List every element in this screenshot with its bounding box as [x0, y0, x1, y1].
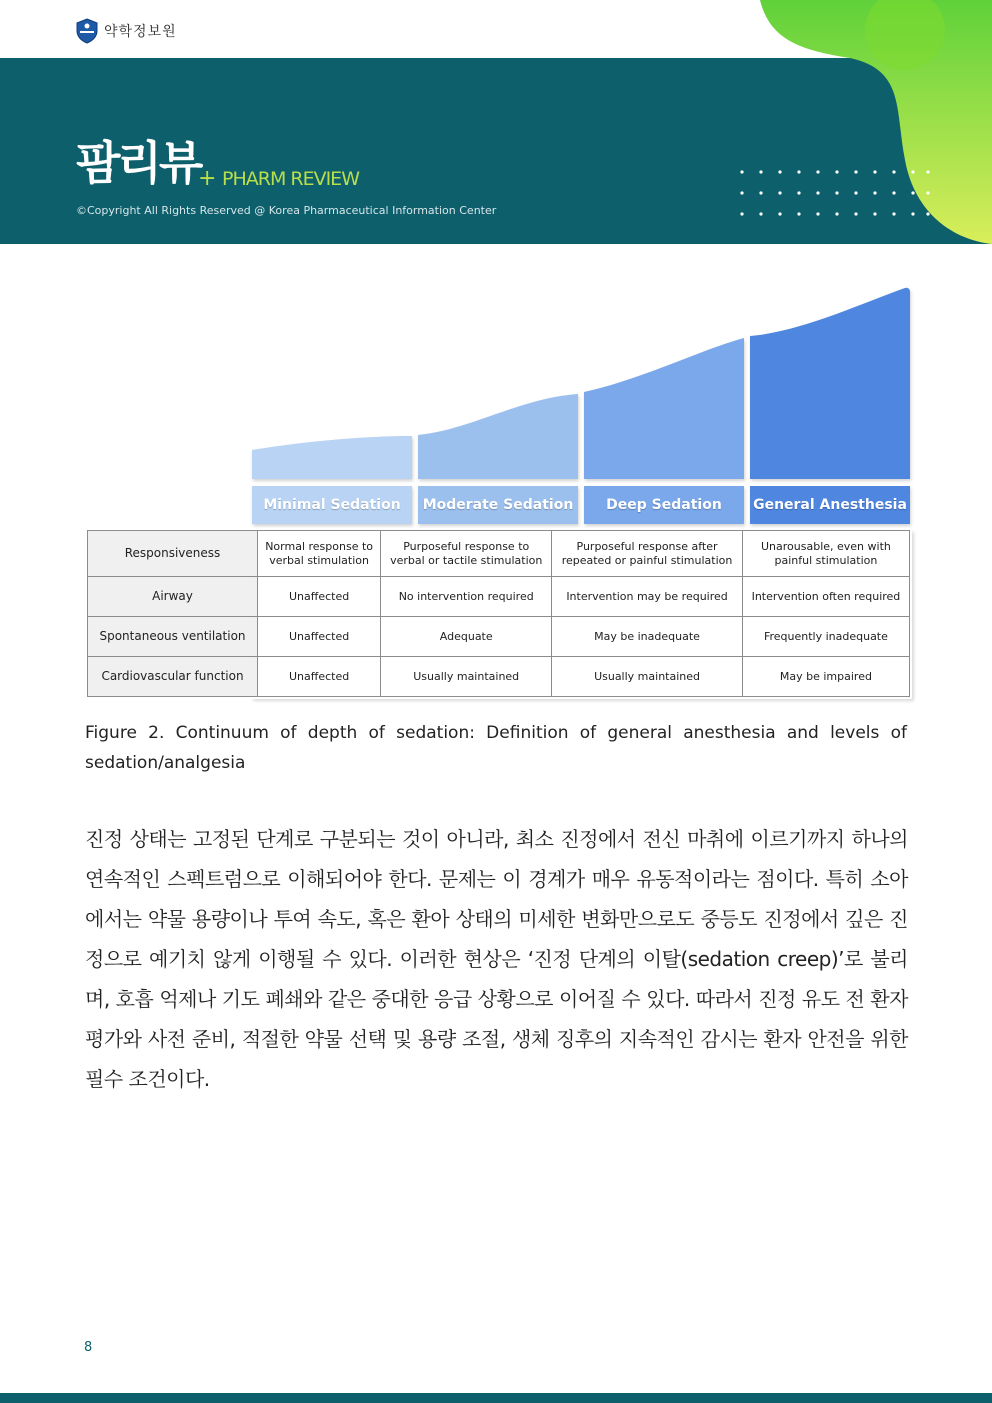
- shield-icon: [76, 18, 98, 44]
- table-cell: Purposeful response to verbal or tactile stimulation: [381, 531, 552, 577]
- general-anesthesia-wave: [750, 288, 910, 479]
- body-paragraph: 진정 상태는 고정된 단계로 구분되는 것이 아니라, 최소 진정에서 전신 마취에 이르기까지 하나의 연속적인 스펙트럼으로 이해되어야 한다. 문제는 이 경계가 매우 유동적이라는 점이다. 특히 소아에서는 약물 용량이나 투여 속도, 혹은 환아 상태의 미세한 변화만으로도 중등도 진정에서 깊은 진정으로 예기치 않게 이행될 수 있다. 이러한 현상은 ‘진정 단계의 이탈(sedation creep)’로 불리며, 호흡 억제나 기도 폐쇄와 같은 중대한 응급 상황으로 이어질 수 있다. 따라서 진정 유도 전 환자 평가와 사전 준비, 적절한 약물 선택 및 용량 조절, 생체 징후의 지속적인 감시는 환자 안전을 위한 필수 조건이다.: [85, 827, 908, 1091]
- magazine-subtitle: PHARM REVIEW: [222, 168, 359, 190]
- table-cell: Usually maintained: [552, 657, 743, 697]
- table-row: [88, 577, 910, 617]
- table-cell: Unaffected: [258, 657, 381, 697]
- figure-caption: Figure 2. Continuum of depth of sedation: Definition of general anesthesia and levels of sedation/analgesia: [85, 723, 907, 773]
- org-name: 약학정보원: [104, 24, 177, 40]
- row-header: Cardiovascular function: [88, 657, 258, 697]
- minimal-sedation-wave: [252, 436, 412, 479]
- org-logo: [76, 18, 177, 44]
- table-cell: Intervention may be required: [552, 577, 743, 617]
- table-cell: Unaffected: [258, 617, 381, 657]
- sedation-levels-table: [87, 530, 910, 697]
- table-cell: Usually maintained: [381, 657, 552, 697]
- row-header: Spontaneous ventilation: [88, 617, 258, 657]
- level-label-deep: Deep Sedation: [606, 497, 722, 513]
- row-header: Airway: [88, 577, 258, 617]
- table-cell: Adequate: [381, 617, 552, 657]
- table-cell: May be inadequate: [552, 617, 743, 657]
- moderate-sedation-wave: [418, 394, 578, 479]
- footer-bar: [0, 1393, 992, 1403]
- dot-pattern-decoration: [740, 169, 930, 219]
- table-row: [88, 657, 910, 697]
- level-label-moderate: Moderate Sedation: [422, 497, 574, 513]
- table-cell: Normal response to verbal stimulation: [258, 531, 381, 577]
- table-cell: May be impaired: [742, 657, 909, 697]
- row-header: Responsiveness: [88, 531, 258, 577]
- table-cell: Unarousable, even with painful stimulation: [742, 531, 909, 577]
- level-label-minimal: Minimal Sedation: [263, 497, 401, 513]
- magazine-title: 팜리뷰: [76, 136, 201, 190]
- table-cell: Purposeful response after repeated or painful stimulation: [552, 531, 743, 577]
- table-row: [88, 531, 910, 577]
- page-number: 8: [84, 1340, 93, 1355]
- table-row: [88, 617, 910, 657]
- title-plus: +: [198, 166, 217, 191]
- table-cell: Unaffected: [258, 577, 381, 617]
- level-label-general: General Anesthesia: [753, 497, 907, 513]
- table-cell: Intervention often required: [742, 577, 909, 617]
- table-cell: No intervention required: [381, 577, 552, 617]
- table-cell: Frequently inadequate: [742, 617, 909, 657]
- deep-sedation-wave: [584, 338, 744, 479]
- copyright-text: ©Copyright All Rights Reserved @ Korea Pharmaceutical Information Center: [76, 204, 497, 217]
